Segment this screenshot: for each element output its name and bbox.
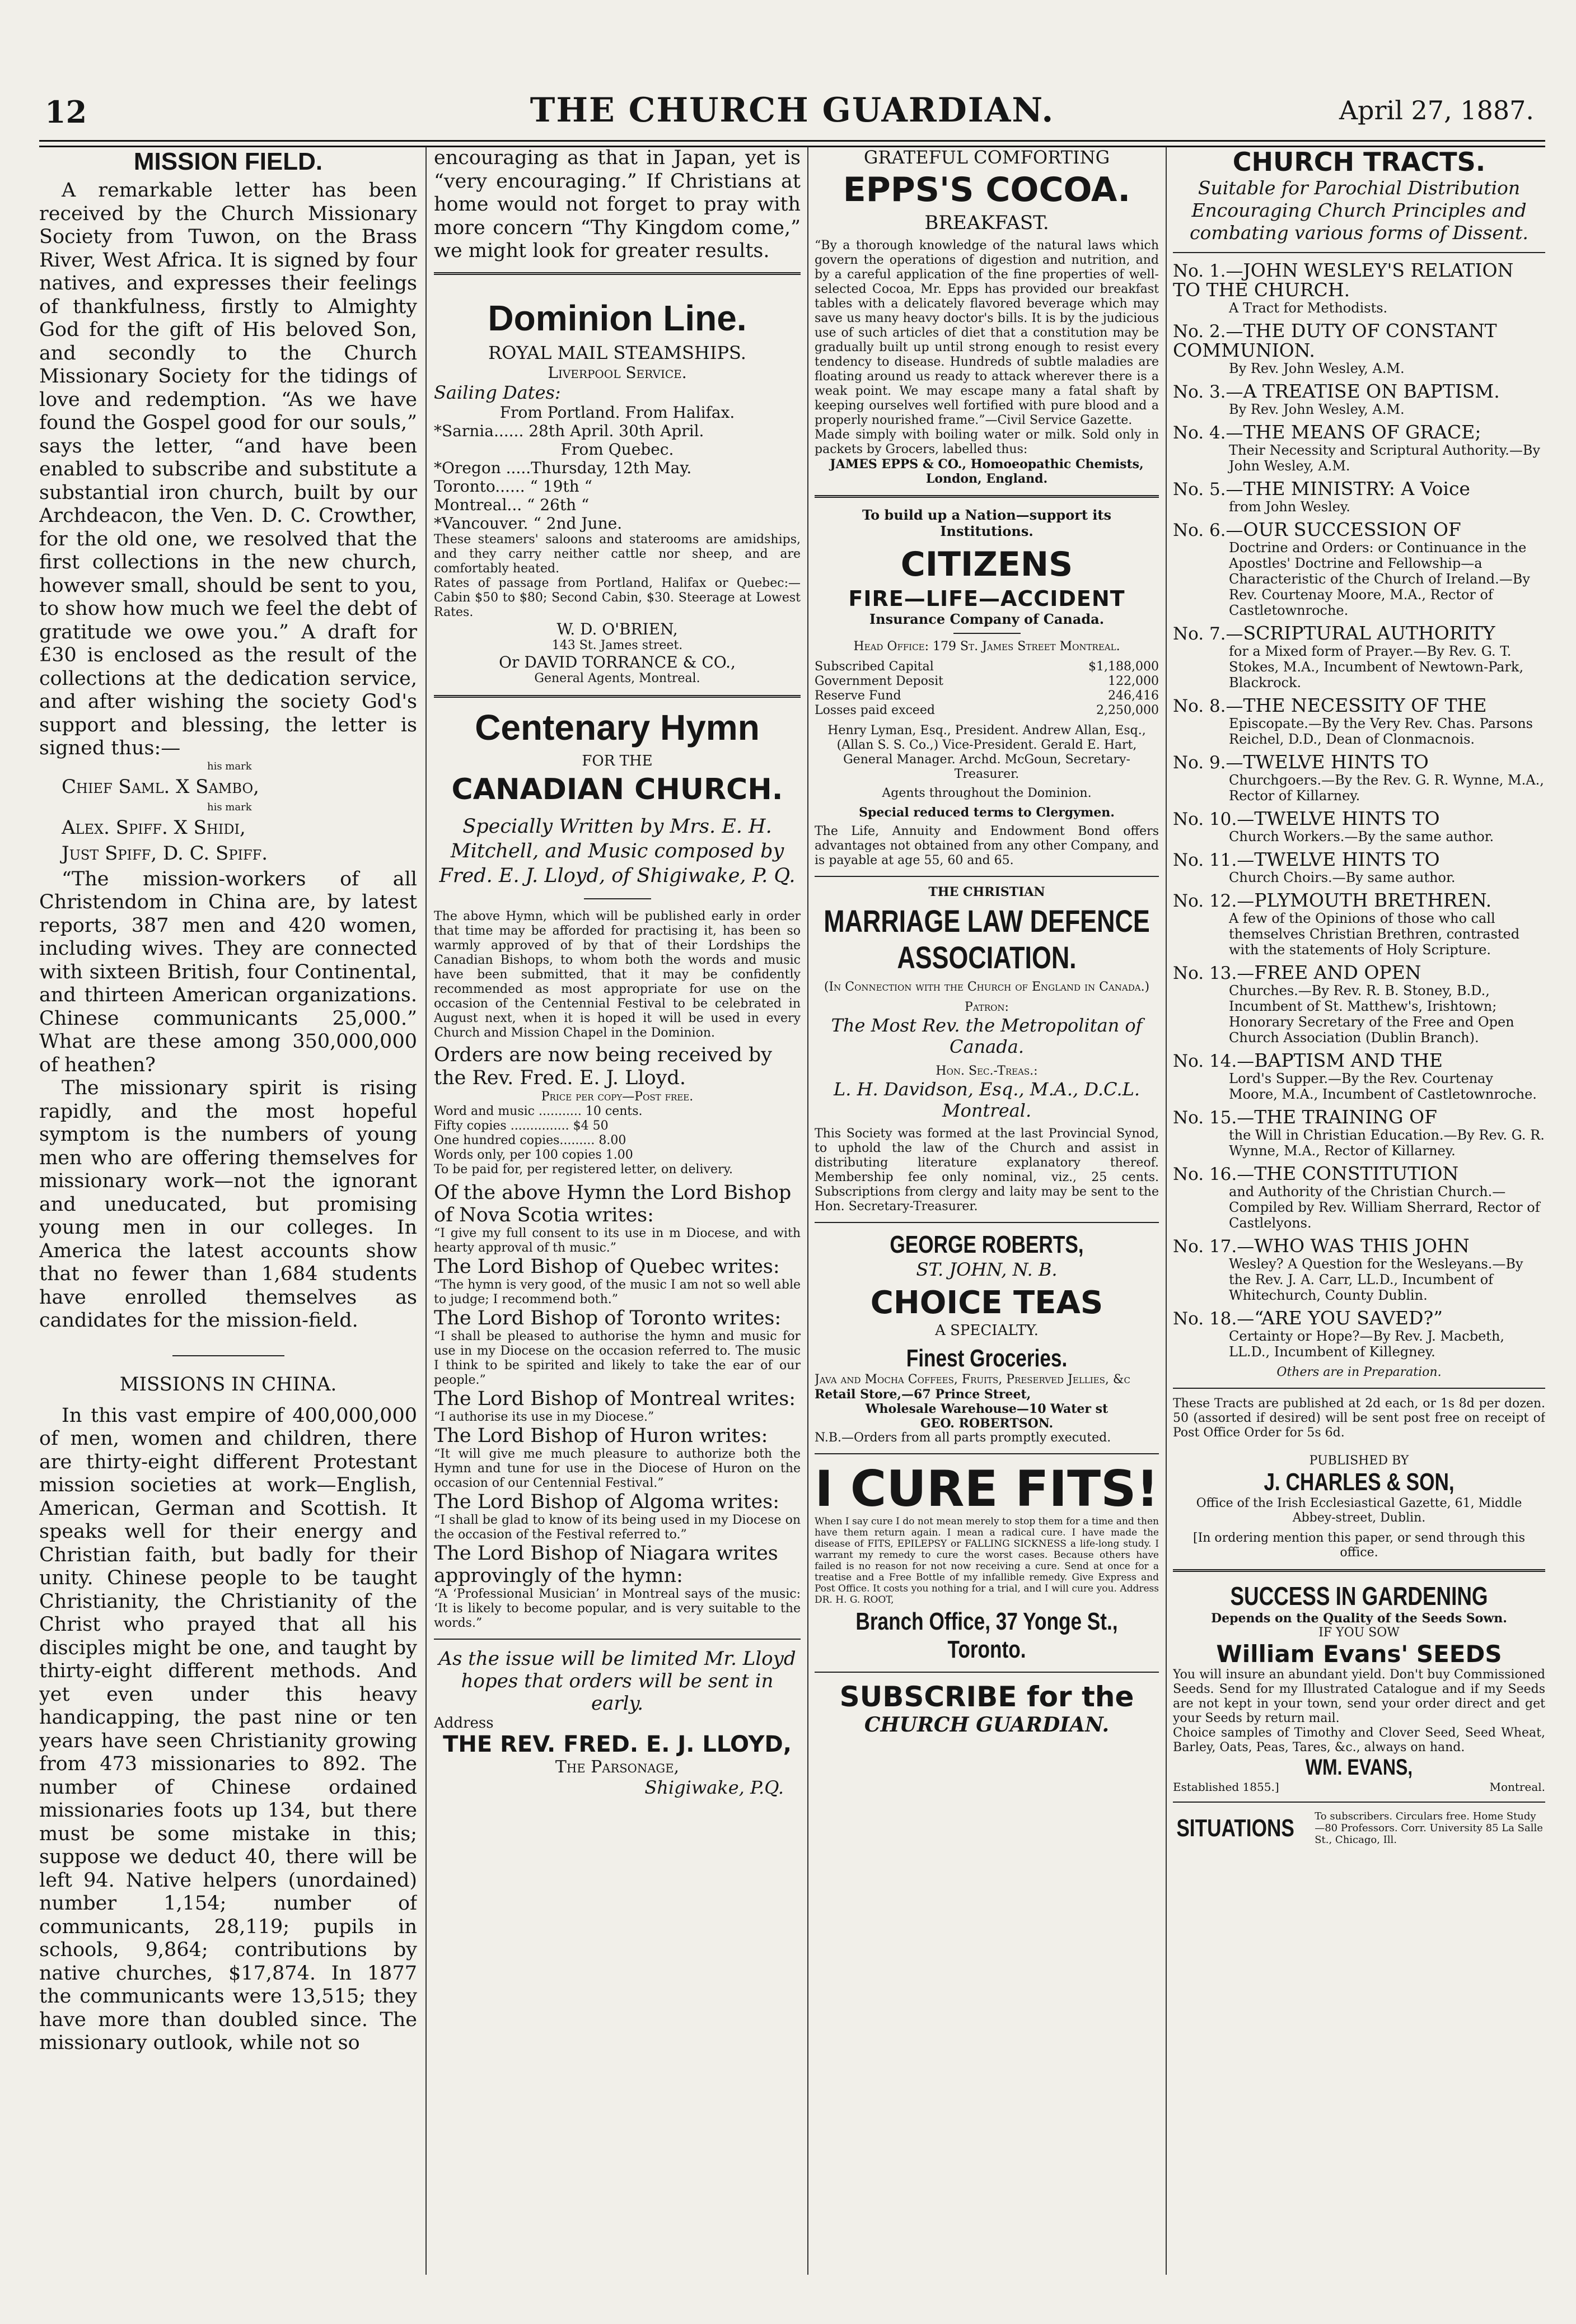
- endorsement-intro: The Lord Bishop of Huron writes:: [434, 1424, 768, 1447]
- tract-description: Their Necessity and Scriptural Authority.—By John Wesley, A.M.: [1229, 442, 1541, 474]
- publisher-office: Office of the Irish Ecclesiastical Gazette, 61, Middle Abbey-street, Dublin.: [1196, 1496, 1522, 1525]
- section-rule: [434, 695, 801, 698]
- dominion-note: These steamers' saloons and staterooms are amidships, and they carry neither cattle nor sheep, and are comfortably heated.: [434, 532, 801, 576]
- citizens-tagline: To build up a Nation—support its Institutions.: [862, 507, 1112, 539]
- situations-title: SITUATIONS: [1176, 1814, 1294, 1842]
- column-mission-field: [39, 147, 417, 2275]
- hymn-for: FOR THE: [582, 752, 653, 769]
- mark-note: his mark: [207, 760, 252, 772]
- column-divider: [1166, 147, 1167, 2275]
- tract-list: [1173, 261, 1545, 1360]
- epps-made: Made simply with boiling water or milk. Sold only in packets by Grocers, labelled thus:: [815, 428, 1159, 456]
- sailing-row: *Vancouver. “ 2nd June.: [434, 514, 623, 533]
- tract-title: THE MEANS OF GRACE;: [1243, 421, 1481, 443]
- signature-line: Just Spiff, D. C. Spiff.: [62, 842, 268, 865]
- wholesale-warehouse: Wholesale Warehouse—10 Water st: [865, 1402, 1109, 1416]
- tract-number: No. 17.—: [1173, 1236, 1255, 1257]
- situations-ad: [1173, 1810, 1545, 1846]
- evans-name: WM. EVANS,: [1305, 1755, 1413, 1780]
- gardening-title: SUCCESS IN GARDENING: [1230, 1581, 1488, 1611]
- sailing-dates-label: Sailing Dates:: [434, 381, 561, 403]
- tract-description: Church Workers.—By the same author.: [1229, 829, 1494, 844]
- section-rule: [172, 1355, 284, 1356]
- tract-title: OUR SUCCESSION OF: [1243, 519, 1461, 540]
- mld-connection: (In Connection with the Church of England in Canada.): [824, 980, 1150, 994]
- limited-issue-note: As the issue will be limited Mr. Lloyd hopes that orders will be sent in early.: [438, 1647, 796, 1715]
- section-rule: [434, 272, 801, 275]
- section-rule: [1173, 1388, 1545, 1389]
- tract-description: Certainty or Hope?—By Rev. J. Macbeth, LL.D., Incumbent of Killegney.: [1229, 1328, 1505, 1360]
- clergy-terms: Special reduced terms to Clergymen.: [859, 805, 1115, 820]
- capital-table: [815, 660, 1159, 718]
- teas-specialty: A SPECIALTY.: [935, 1322, 1039, 1339]
- marriage-law-title: MARRIAGE LAW DEFENCE: [824, 903, 1150, 939]
- sailing-row: From Quebec.: [560, 440, 674, 459]
- tract-item: [1173, 1108, 1545, 1159]
- finest-groceries: Finest Groceries.: [906, 1345, 1068, 1372]
- evans-footer: [1173, 1780, 1545, 1794]
- page-number: 12: [45, 94, 87, 130]
- endorsement-intro: The Lord Bishop of Montreal writes:: [434, 1387, 796, 1410]
- tract-description: from John Wesley.: [1229, 499, 1350, 515]
- missions-china-heading: MISSIONS IN CHINA.: [119, 1373, 337, 1396]
- price-row: Fifty copies ............... $4 50: [434, 1118, 609, 1133]
- column-church-tracts: [1173, 147, 1545, 2275]
- column-divider: [425, 147, 427, 2275]
- citizens-officers: Henry Lyman, Esq., President. Andrew Allan, Esq., (Allan S. S. Co.,) Vice-President. Gerald E. Hart, General Manager. Archd. McGoun, Secretary-Treasurer.: [827, 724, 1146, 781]
- tract-number: No. 16.—: [1173, 1164, 1255, 1184]
- tract-number: No. 12.—: [1173, 891, 1255, 911]
- table-row: [815, 703, 1159, 718]
- mld-secretary-label: Hon. Sec.-Treas.:: [936, 1064, 1038, 1078]
- endorsement-intro: The Lord Bishop of Algoma writes:: [434, 1490, 780, 1513]
- address-town: Shigiwake, P.Q.: [644, 1776, 784, 1798]
- tract-number: No. 2.—: [1173, 321, 1243, 342]
- tract-item: [1173, 520, 1545, 618]
- endorsement-intro: The Lord Bishop of Toronto writes:: [434, 1306, 782, 1329]
- hymn-credit: Specially Written by Mrs. E. H. Mitchell, and Music composed by Fred. E. J. Lloyd, of Shigiwake, P. Q.: [439, 815, 796, 887]
- evans-text: You will insure an abundant yield. Don't buy Commissioned Seeds. Send for my Illustrated Catalogue and if my Seeds are not kept in your town, send your order direct and get your Seeds by return mail.: [1173, 1668, 1545, 1725]
- masthead: [39, 91, 1545, 133]
- i-cure-fits-title: I CURE FITS!: [815, 1460, 1159, 1518]
- endorsement-quote: “I give my full consent to its use in m Diocese, and with hearty approval of th music.”: [434, 1226, 801, 1255]
- subscribe-paper: CHURCH GUARDIAN.: [864, 1713, 1110, 1737]
- column-advertisements-3: [815, 147, 1159, 2275]
- column-advertisements-2: [434, 147, 801, 2275]
- tract-number: No. 11.—: [1173, 850, 1255, 870]
- tract-number: No. 7.—: [1173, 624, 1243, 644]
- tract-title: SCRIPTURAL AUTHORITY: [1243, 622, 1495, 644]
- tract-number: No. 6.—: [1173, 520, 1243, 540]
- tract-item: [1173, 753, 1545, 804]
- tract-number: No. 9.—: [1173, 753, 1243, 773]
- evans-city: Montreal.: [1489, 1780, 1545, 1794]
- epps-text: “By a thorough knowledge of the natural laws which govern the operations of digestion and nutrition, and by a careful application of the fine properties of well-selected Cocoa, Mr. Epps has provided our breakfast tables with a delicately flavored beverage which may save us many heavy doctor's bills. It is by the judicious use of such articles of diet that a constitution may be gradually built up until strong enough to resist every tendency to disease. Hundreds of subtle maladies are floating around us ready to attack wherever there is a weak point. We may escape many a fatal shaft by keeping ourselves well fortified with pure blood and a properly nourished frame.”—Civil Service Gazette.: [815, 239, 1159, 427]
- article-paragraph: The missionary spirit is rising rapidly, and the most hopeful symptom is the numbers of young men who are offering themselves for missionary work—not the ignorant and uneducated, but promising young men in our colleges. In America the latest accounts show that no fewer than 1,684 students have enrolled themselves as candidates for the mission-field.: [39, 1077, 417, 1332]
- tract-number: No. 14.—: [1173, 1051, 1255, 1071]
- capital-value: 2,250,000: [1096, 703, 1159, 717]
- mark-note: his mark: [207, 801, 252, 813]
- tract-item: [1173, 1309, 1545, 1360]
- endorsement-intro: Of the above Hymn the Lord Bishop of Nova Scotia writes:: [434, 1181, 792, 1226]
- tract-description: By Rev. John Wesley, A.M.: [1229, 402, 1405, 417]
- agent-name: Or DAVID TORRANCE & CO.,: [499, 652, 736, 671]
- price-header: Price per copy—Post free.: [541, 1089, 694, 1104]
- endorsement-quote: “It will give me much pleasure to authorize both the Hymn and tune for use in the Diocese of Huron on the occasion of our Centennial Festival.”: [434, 1446, 801, 1490]
- article-paragraph: “The mission-workers of all Christendom in China are, by latest reports, 387 men and 420 women, including wives. They are connected with sixteen British, four Continental, and thirteen American organizations. Chinese communicants 25,000.” What are these among 350,000,000 of heathen?: [39, 867, 417, 1076]
- citizens-life-text: The Life, Annuity and Endowment Bond offers advantages not obtained from any other Company, and is payable at age 55, 60 and 65.: [815, 824, 1159, 867]
- tract-description: Episcopate.—By the Very Rev. Chas. Parsons Reichel, D.D., Dean of Clonmacnois.: [1229, 716, 1533, 747]
- article-continuation: encouraging as that in Japan, yet is “very encouraging.” If Christians at home would not forget to pray with more concern “Thy Kingdom come,” we might look for greater results.: [434, 147, 801, 262]
- tract-item: [1173, 321, 1545, 376]
- george-roberts-town: ST. JOHN, N. B.: [916, 1259, 1058, 1280]
- section-rule: [584, 898, 651, 899]
- situations-text: To subscribers. Circulars free. Home Study—80 Professors. Corr. University 85 La Salle St., Chicago, Ill.: [1315, 1810, 1543, 1846]
- section-rule: [815, 1672, 1159, 1673]
- tract-number: No. 18.—: [1173, 1309, 1255, 1329]
- tract-item: [1173, 1051, 1545, 1102]
- tract-item: [1173, 963, 1545, 1046]
- endorsement-quote: “I authorise its use in my Diocese.”: [434, 1410, 654, 1424]
- tract-item: [1173, 1164, 1545, 1231]
- centenary-hymn-title: Centenary Hymn: [475, 707, 760, 748]
- section-rule: [815, 1453, 1159, 1454]
- church-tracts-title: CHURCH TRACTS.: [1232, 147, 1486, 177]
- epps-breakfast: BREAKFAST.: [924, 212, 1049, 234]
- issue-date: April 27, 1887.: [1339, 95, 1534, 125]
- tract-item: [1173, 891, 1545, 958]
- tract-item: [1173, 423, 1545, 474]
- tract-description: and Authority of the Christian Church.—Compiled by Rev. William Sherrard, Rector of Castlelyons.: [1229, 1184, 1540, 1231]
- dominion-service: Liverpool Service.: [548, 363, 687, 382]
- subscribe-banner: SUBSCRIBE for the: [839, 1681, 1134, 1713]
- signature-line: Alex. Spiff. X Shidi,: [62, 816, 246, 839]
- tract-description: for a Mixed form of Prayer.—By Rev. G. T. Stokes, M.A., Incumbent of Newtown-Park, Blackrock.: [1229, 643, 1524, 690]
- tract-item: [1173, 261, 1545, 316]
- price-row: One hundred copies......... 8.00: [434, 1133, 626, 1147]
- citizens-title: CITIZENS: [900, 545, 1073, 584]
- association-title: ASSOCIATION.: [897, 940, 1077, 975]
- capital-label: Reserve Fund: [815, 689, 901, 703]
- endorsement-intro: The Lord Bishop of Quebec writes:: [434, 1255, 780, 1278]
- tract-item: [1173, 809, 1545, 844]
- evans-established: Established 1855.]: [1173, 1780, 1279, 1794]
- newspaper-title: THE CHURCH GUARDIAN.: [530, 91, 1055, 130]
- section-rule: [815, 1222, 1159, 1223]
- tract-description: A few of the Opinions of those who call themselves Christian Brethren, contrasted with the statements of Holy Scripture.: [1229, 911, 1520, 958]
- price-row: Word and music ........... 10 cents.: [434, 1104, 643, 1118]
- tract-title: PLYMOUTH BRETHREN.: [1254, 889, 1492, 911]
- tract-number: No. 5.—: [1173, 479, 1243, 500]
- epps-firm: JAMES EPPS & CO., Homoeopathic Chemists, London, England.: [830, 457, 1144, 486]
- table-row: [815, 689, 1159, 703]
- agent-name: W. D. O'BRIEN,: [556, 619, 678, 638]
- publisher-name: J. CHARLES & SON,: [1264, 1468, 1455, 1496]
- capital-label: Subscribed Capital: [815, 660, 934, 674]
- endorsement-intro: The Lord Bishop of Niagara writes approvingly of the hymn:: [434, 1542, 778, 1587]
- tract-title: THE NECESSITY OF THE: [1243, 694, 1487, 716]
- dominion-line-title: Dominion Line.: [488, 297, 747, 338]
- in-preparation: Others are in Preparation.: [1276, 1365, 1442, 1379]
- section-rule: [953, 633, 1021, 634]
- choice-teas-title: CHOICE TEAS: [870, 1285, 1103, 1321]
- tracts-subtitle: Suitable for Parochial Distribution Encouraging Church Principles and combating various forms of Dissent.: [1190, 177, 1528, 244]
- fits-text: When I say cure I do not mean merely to stop them for a time and then have them return again. I mean a radical cure. I have made the disease of FITS, EPILEPSY or FALLING SICKNESS a life-long study. I warrant my remedy to cure the worst cases. Because others have failed is no reason for not now receiving a cure. Send at once for a treatise and a Free Bottle of my infallible remedy. Give Express and Post Office. It costs you nothing for a trial, and I will cure you. Address DR. H. G. ROOT,: [815, 1516, 1159, 1606]
- retail-store: Retail Store,—67 Prince Street,: [815, 1387, 1031, 1402]
- tract-description: Wesley? A Question for the Wesleyans.—By the Rev. J. A. Carr, LL.D., Incumbent of Whitechurch, County Dublin.: [1229, 1256, 1523, 1303]
- tracts-price: These Tracts are published at 2d each, or 1s 8d per dozen. 50 (assorted if desired) will be sent post free on receipt of Post Office Order for 5s 6d.: [1173, 1397, 1545, 1440]
- if-you-sow: IF YOU SOW: [1318, 1626, 1400, 1640]
- tract-description: By Rev. John Wesley, A.M.: [1229, 361, 1405, 376]
- tract-item: [1173, 850, 1545, 885]
- sailing-row: Toronto...... “ 19th “: [434, 477, 592, 496]
- tract-title: THE CONSTITUTION: [1254, 1163, 1459, 1184]
- sailing-row: *Sarnia...... 28th April. 30th April.: [434, 421, 704, 440]
- agent-role: General Agents, Montreal.: [534, 671, 700, 685]
- tract-description: Churchgoers.—By the Rev. G. R. Wynne, M.A., Rector of Killarney.: [1229, 772, 1544, 804]
- grocery-items: Java and Mocha Coffees, Fruits, Preserved Jellies, &c: [815, 1373, 1130, 1387]
- dominion-subtitle: ROYAL MAIL STEAMSHIPS.: [488, 342, 746, 363]
- tract-item: [1173, 624, 1545, 690]
- tract-number: No. 4.—: [1173, 423, 1243, 443]
- tract-number: No. 15.—: [1173, 1108, 1255, 1128]
- citizens-company: Insurance Company of Canada.: [869, 611, 1105, 627]
- address-name: THE REV. FRED. E. J. LLOYD,: [443, 1731, 792, 1757]
- tract-description: the Will in Christian Education.—By Rev. G. R. Wynne, M.A., Rector of Killarney.: [1229, 1127, 1545, 1159]
- tract-description: A Tract for Methodists.: [1229, 300, 1388, 316]
- column-divider: [807, 147, 808, 2275]
- paid-note: To be paid for, per registered letter, on delivery.: [434, 1162, 733, 1177]
- signature-line: Chief Saml. X Sambo,: [62, 775, 259, 798]
- section-rule: [434, 1639, 801, 1640]
- capital-label: Government Deposit: [815, 674, 943, 688]
- tract-title: JOHN WESLEY'S RELATION TO THE CHURCH.: [1173, 259, 1514, 301]
- mld-patron-name: The Most Rev. the Metropolitan of Canada.: [831, 1015, 1143, 1057]
- citizens-subtitle: FIRE—LIFE—ACCIDENT: [848, 586, 1125, 611]
- ordering-note: [In ordering mention this paper, or send through this office.: [1193, 1531, 1525, 1560]
- tract-number: No. 10.—: [1173, 809, 1255, 829]
- price-row: Words only, per 100 copies 1.00: [434, 1147, 633, 1162]
- evans-choice: Choice samples of Timothy and Clover Seed, Seed Wheat, Barley, Oats, Peas, Tares, &c., always on hand.: [1173, 1726, 1545, 1754]
- capital-value: 246,416: [1108, 689, 1159, 703]
- tract-number: No. 13.—: [1173, 963, 1255, 983]
- agent-address: 143 St. James street.: [551, 638, 683, 652]
- tract-description: Church Choirs.—By same author.: [1229, 870, 1456, 885]
- tract-title: “ARE YOU SAVED?”: [1254, 1307, 1443, 1329]
- canadian-church-title: CANADIAN CHURCH.: [451, 772, 783, 806]
- sailing-header: From Portland. From Halifax.: [499, 403, 735, 422]
- tract-description: Churches.—By Rev. R. B. Stoney, B.D., Incumbent of St. Matthew's, Irishtown; Honorary Secretary of the Free and Open Church Association (Dublin Branch).: [1229, 983, 1514, 1046]
- tract-title: WHO WAS THIS JOHN: [1254, 1235, 1470, 1257]
- epps-tagline: GRATEFUL COMFORTING: [863, 147, 1110, 168]
- tract-item: [1173, 382, 1545, 417]
- section-rule: [1173, 252, 1545, 253]
- tract-number: No. 8.—: [1173, 696, 1243, 716]
- tract-title: THE TRAINING OF: [1254, 1106, 1437, 1128]
- tract-description: Doctrine and Orders: or Continuance in the Apostles' Doctrine and Fellowship—a Characteristic of the Church of Ireland.—By Rev. Courtenay Moore, M.A., Rector of Castletownroche.: [1229, 540, 1530, 618]
- mission-field-heading: MISSION FIELD.: [133, 148, 323, 175]
- mld-patron-label: Patron:: [965, 1000, 1009, 1014]
- section-rule: [815, 495, 1159, 498]
- tract-title: TWELVE HINTS TO: [1254, 808, 1440, 829]
- geo-robertson: GEO. ROBERTSON.: [920, 1416, 1054, 1431]
- endorsement-quote: “I shall be glad to know of its being used in my Diocese on the occasion of the Festival referred to.”: [434, 1513, 801, 1542]
- dominion-rates: Rates of passage from Portland, Halifax or Quebec:—Cabin $50 to $80; Second Cabin, $30. Steerage at Lowest Rates.: [434, 576, 801, 619]
- table-row: [815, 660, 1159, 674]
- tract-title: FREE AND OPEN: [1254, 962, 1421, 983]
- tract-item: [1173, 479, 1545, 515]
- hymn-paragraph: The above Hymn, which will be published early in order that time may be afforded for practising it, has been so warmly approved of by that of their Lordships the Canadian Bishops, to whom both the words and music have been submitted, that it may be confidently recommended as most appropriate for use on the occasion of the Centennial Festival to be celebrated in August next, when it is hoped it will be used in every Church and Mission Chapel in the Dominion.: [434, 909, 801, 1040]
- endorsement-quote: “A ‘Professional Musician’ in Montreal says of the music: ‘It is likely to become popular, and is very suitable to the words.”: [434, 1586, 801, 1630]
- capital-label: Losses paid exceed: [815, 703, 935, 717]
- mld-secretary-name: L. H. Davidson, Esq., M.A., D.C.L. Montreal.: [834, 1079, 1140, 1121]
- orders-executed: N.B.—Orders from all parts promptly executed.: [815, 1431, 1111, 1445]
- address-label: Address: [434, 1714, 494, 1732]
- tract-title: BAPTISM AND THE: [1254, 1049, 1443, 1071]
- tract-number: No. 3.—: [1173, 382, 1243, 402]
- tract-description: Lord's Supper.—By the Rev. Courtenay Moore, M.A., Incumbent of Castletownroche.: [1229, 1071, 1537, 1102]
- tract-title: TWELVE HINTS TO: [1243, 751, 1429, 773]
- address-place: The Parsonage,: [555, 1757, 680, 1777]
- capital-value: 122,000: [1108, 674, 1159, 688]
- sailing-row: Montreal... “ 26th “: [434, 495, 590, 514]
- table-row: [815, 674, 1159, 689]
- section-rule: [1173, 1569, 1545, 1572]
- epps-cocoa-title: EPPS'S COCOA.: [843, 170, 1131, 209]
- tract-title: THE MINISTRY: A Voice: [1243, 478, 1470, 500]
- article-paragraph: In this vast empire of 400,000,000 of men, women and children, there are thirty-eight different Protestant mission societies at work—English, American, German and Scottish. It speaks well for their energy and Christian faith, but badly for their unity. Chinese people to be taught Christianity, the Christianity of the Christ who prayed that all his disciples might be one, and taught by thirty-eight different methods. And yet even under this heavy handicapping, the past nine or ten years have seen Christianity growing from 473 missionaries to 892. The number of Chinese ordained missionaries foots up 134, but there must be some mistake in this; suppose we deduct 40, there will be left 94. Native helpers (unordained) number 1,154; number of communicants, 28,119; pupils in schools, 9,864; contributions by native churches, $17,874. In 1877 the communicants were 13,515; they have more than doubled since. The missionary outlook, while not so: [39, 1404, 417, 2054]
- fits-branch-office: Branch Office, 37 Yonge St., Toronto.: [855, 1608, 1118, 1663]
- endorsement-quote: “The hymn is very good, of the music I am not so well able to judge; I recommend both.”: [434, 1277, 801, 1306]
- evans-seeds-title: William Evans' SEEDS: [1216, 1640, 1502, 1668]
- section-rule: [815, 876, 1159, 877]
- article-paragraph: A remarkable letter has been received by the Church Missionary Society from Tuwon, on the Brass River, West Africa. It is signed by four natives, and expresses their feelings of thankfulness, firstly to Almighty God for the gift of His beloved Son, and secondly to the Church Missionary Society for the tidings of love and redemption. “As we have found the Gospel good for our souls,” says the letter, “and have been enabled to subscribe and substitute a substantial iron church, built by our Archdeacon, the Ven. D. C. Crowther, for the old one, we resolved that the first collections in the new church, however small, should be sent to you, to show how much we feel the debt of gratitude we owe you.” A draft for £30 is enclosed as the result of the collections at the dedication service, and after wishing the society God's support and blessing, the letter is signed thus:—: [39, 179, 417, 759]
- mld-the-christian: THE CHRISTIAN: [928, 885, 1045, 899]
- tract-number: No. 1.—: [1173, 261, 1243, 281]
- tract-item: [1173, 696, 1545, 747]
- george-roberts-name: GEORGE ROBERTS,: [890, 1231, 1084, 1258]
- endorsement-quote: “I shall be pleased to authorise the hymn and music for use in my Diocese on the occasion referred to. The music I think to be spirited and likely to take the ear of our people.”: [434, 1329, 801, 1387]
- citizens-office: Head Office: 179 St. James Street Montreal.: [853, 640, 1120, 654]
- sailing-row: *Oregon .....Thursday, 12th May.: [434, 458, 692, 477]
- capital-value: $1,188,000: [1088, 660, 1159, 674]
- mld-text: This Society was formed at the last Provincial Synod, to uphold the law of the Church and assist in distributing literature explanatory thereof. Membership fee only nominal, viz., 25 cents. Subscriptions from clergy and laity may be sent to the Hon. Secretary-Treasurer.: [815, 1127, 1159, 1214]
- tract-title: TWELVE HINTS TO: [1254, 848, 1440, 870]
- tract-item: [1173, 1236, 1545, 1303]
- published-by: PUBLISHED BY: [1309, 1454, 1409, 1468]
- orders-note: Orders are now being received by the Rev. Fred. E. J. Lloyd.: [434, 1043, 773, 1089]
- section-rule: [1173, 1802, 1545, 1803]
- tract-title: A TREATISE ON BAPTISM.: [1243, 380, 1500, 402]
- gardening-subtitle: Depends on the Quality of the Seeds Sown.: [1211, 1611, 1507, 1626]
- tract-title: THE DUTY OF CONSTANT COMMUNION.: [1173, 320, 1497, 361]
- citizens-agents: Agents throughout the Dominion.: [882, 786, 1092, 800]
